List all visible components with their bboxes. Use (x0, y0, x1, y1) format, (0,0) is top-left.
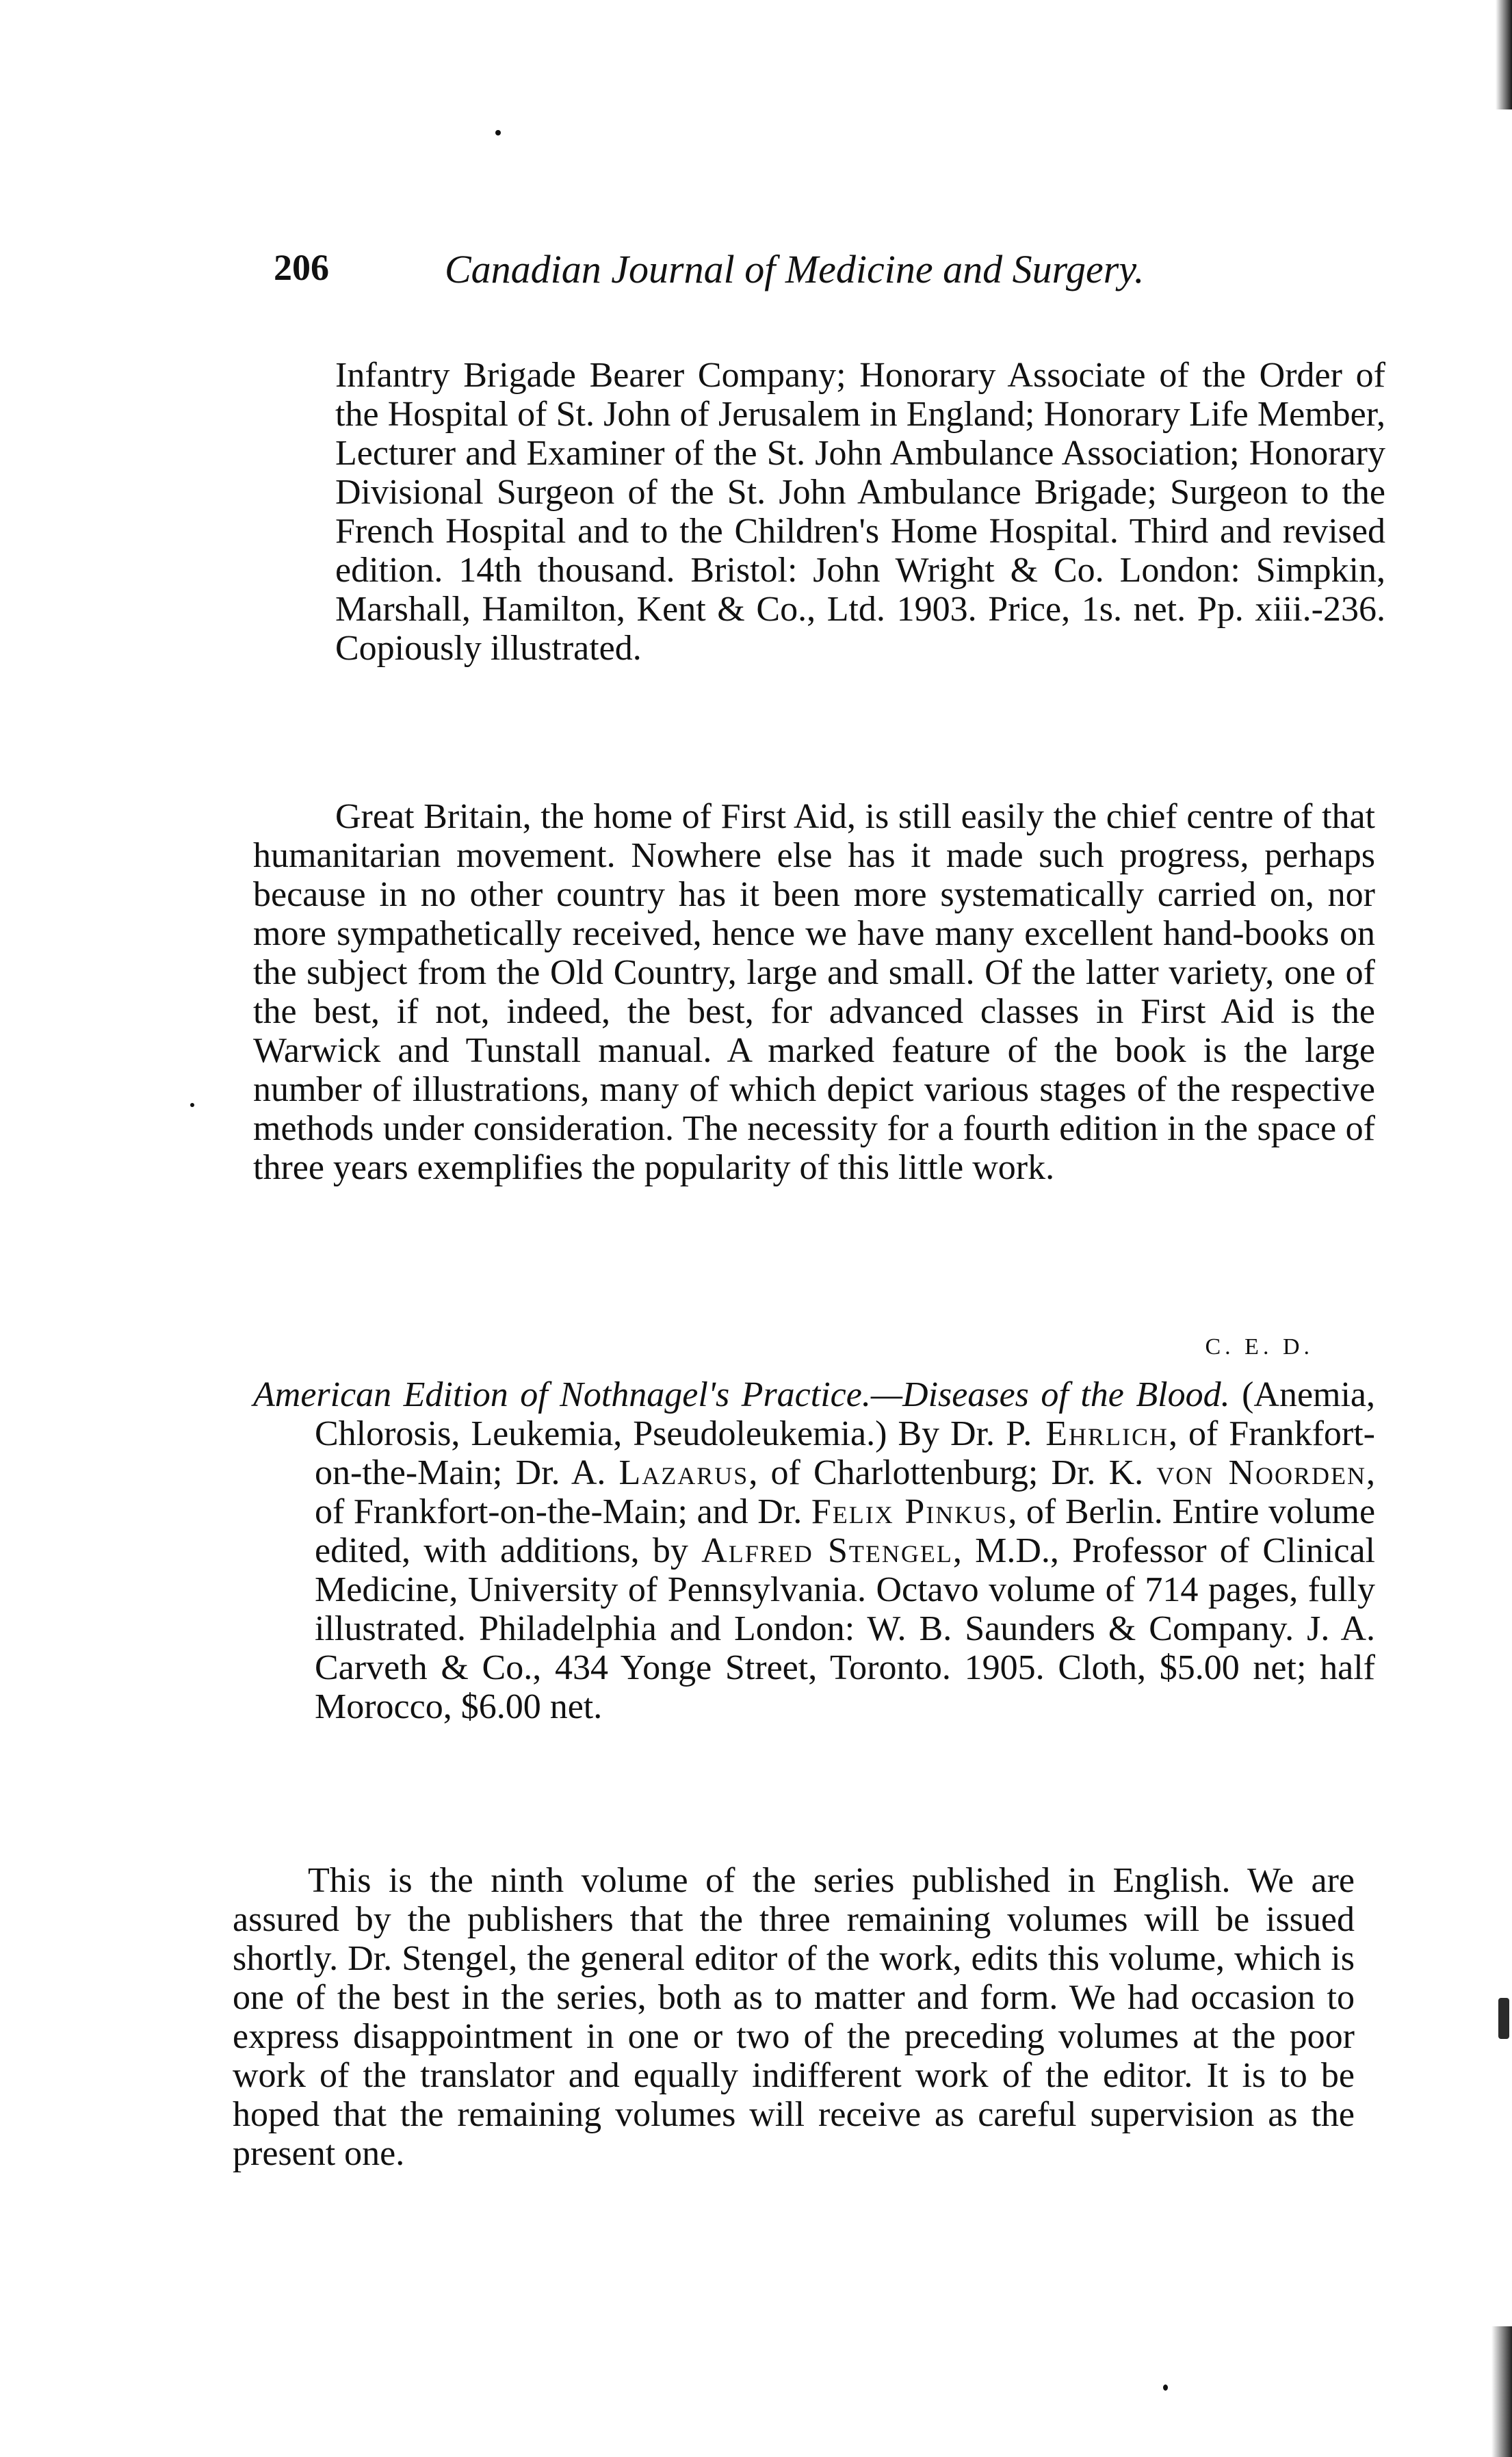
scan-edge-shadow-bottom (1491, 2326, 1512, 2457)
author-name: Felix Pinkus (811, 1492, 1008, 1531)
review-1-body: Great Britain, the home of First Aid, is still easily the chief centre of that humanitarian movement. Nowhere else has it made such progress, perhaps because in no other country has it been more systematically carried on, nor more sympathetically received, hence we have many excellent hand-books on the subject from the Old Country, large and small. Of the latter variety, one of the best, if not, indeed, the best, for advanced classes in First Aid is the Warwick and Tunstall manual. A marked feature of the book is the large number of illustrations, many of which depict various stages of the respective methods under consideration. The necessity for a fourth edition in the space of three years exemplifies the popularity of this little work. (253, 797, 1375, 1187)
review-2-citation (253, 1375, 1375, 1726)
scan-speck (1163, 2384, 1168, 2391)
review-2-body: This is the ninth volume of the series published in English. We are assured by the publishers that the three remaining volumes will be issued shortly. Dr. Stengel, the general editor of the work, edits this volume, which is one of the best in the series, both as to matter and form. We had occasion to express disappointment in one or two of the preceding volumes at the poor work of the translator and equally indifferent work of the editor. It is to be hoped that the remaining volumes will receive as careful supervision as the present one. (233, 1861, 1355, 2173)
scan-edge-shadow-top (1496, 0, 1512, 109)
citation-text: , of Frankfort-on-the-Main; Dr. A. (315, 1414, 1376, 1492)
author-name: von Noorden (1156, 1453, 1366, 1492)
scan-speck (190, 1103, 194, 1107)
journal-title: Canadian Journal of Medicine and Surgery. (445, 247, 1145, 291)
author-name: Lazarus (618, 1453, 749, 1492)
citation-text: (Anemia, Chlorosis, Leukemia, Pseudoleukemia.) By Dr. (315, 1375, 1376, 1453)
editor-name: Alfred Stengel (701, 1531, 953, 1570)
reviewer-signature: C. E. D. (1205, 1334, 1314, 1360)
scan-edge-mark (1498, 1998, 1509, 2039)
review-2-title: American Edition of Nothnagel's Practice.—Diseases of the Blood. (253, 1375, 1230, 1414)
author-name: P. Ehrlich (1006, 1414, 1169, 1453)
page-number: 206 (274, 247, 329, 288)
page-header (274, 246, 1231, 294)
citation-text: , M.D., Professor of Clinical Medicine, University of Pennsylvania. Octavo volume of 714 pages, fully illustrated. Philadelphia and London: W. B. Saunders & Company. J. A. Carveth & Co., 434 Yonge Street, Toronto. 1905. Cloth, $5.00 net; half Morocco, $6.00 net. (315, 1531, 1375, 1726)
review-1-citation: Infantry Brigade Bearer Company; Honorary Associate of the Order of the Hospital of St. John of Jerusalem in England; Honorary Life Member, Lecturer and Examiner of the St. John Ambulance Association; Honorary Divisional Surgeon of the St. John Ambulance Brigade; Surgeon to the French Hospital and to the Children's Home Hospital. Third and revised edition. 14th thousand. Bristol: John Wright & Co. London: Simpkin, Marshall, Hamilton, Kent & Co., Ltd. 1903. Price, 1s. net. Pp. xiii.-236. Copiously illustrated. (335, 356, 1385, 668)
scan-speck (495, 130, 501, 135)
citation-text: , of Frankfort-on-the-Main; and Dr. (315, 1453, 1375, 1531)
citation-text: , of Charlottenburg; Dr. K. (748, 1453, 1144, 1492)
citation-text: , of Berlin. Entire volume edited, with additions, by (315, 1492, 1376, 1570)
